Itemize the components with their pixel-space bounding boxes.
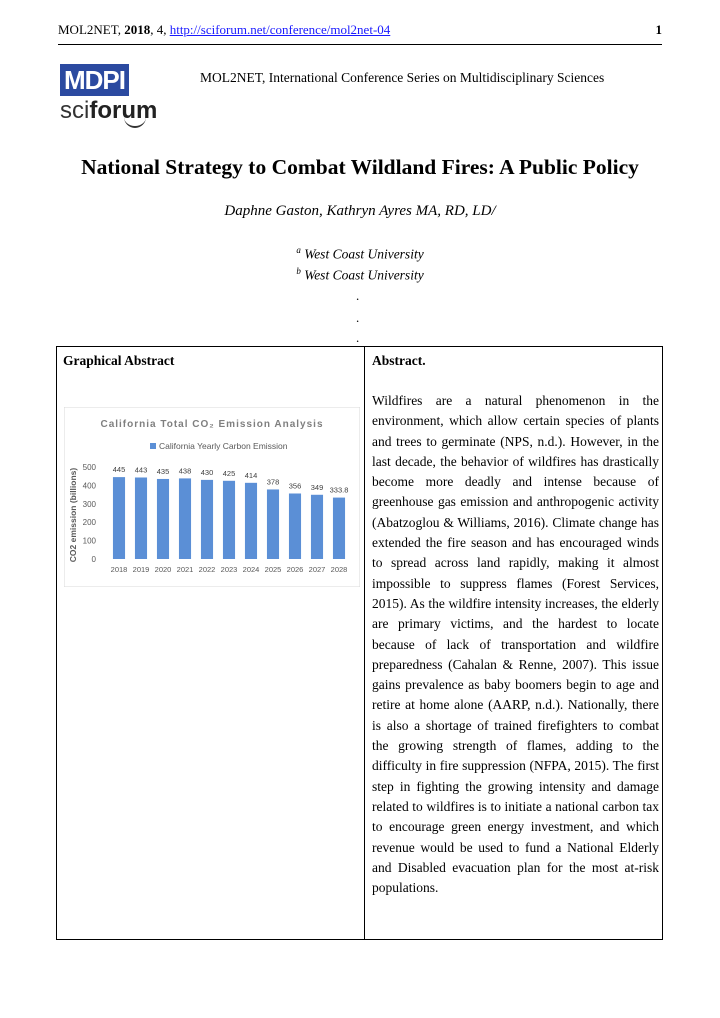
page-number: 1 (655, 22, 662, 37)
conference-series: MOL2NET, International Conference Series on Multidisciplinary Sciences (200, 70, 605, 85)
bar (113, 477, 125, 559)
graphical-abstract-heading: Graphical Abstract (63, 353, 175, 368)
x-tick-label: 2027 (308, 565, 326, 574)
data-label: 435 (156, 466, 170, 476)
data-label: 443 (134, 465, 148, 475)
y-tick-label: 0 (91, 555, 96, 564)
bar (289, 493, 301, 559)
y-tick-label: 100 (82, 536, 96, 546)
bar (135, 477, 147, 559)
bar (311, 495, 323, 559)
legend-label: California Yearly Carbon Emission (159, 441, 288, 451)
data-label: 333.8 (329, 485, 349, 495)
bar (157, 479, 169, 559)
affiliation-b-sup: b (296, 266, 301, 276)
x-tick-label: 2023 (220, 565, 238, 574)
x-tick-label: 2024 (242, 565, 260, 574)
affiliation-b-text: West Coast University (304, 267, 424, 283)
bar (333, 498, 345, 559)
x-tick-label: 2019 (132, 565, 150, 574)
column-divider (364, 347, 365, 939)
y-tick-label: 300 (82, 499, 96, 509)
journal-name: MOL2NET, (58, 22, 125, 37)
journal-volume: , 4, (150, 22, 170, 37)
abstract-table (56, 346, 663, 940)
header-citation (58, 22, 390, 38)
mdpi-sciforum-logo (60, 64, 158, 130)
y-tick-label: 400 (82, 481, 96, 491)
logo-swoosh-icon (124, 116, 146, 128)
separator-dot: . (356, 330, 360, 345)
sciforum-logo (60, 97, 158, 124)
x-tick-label: 2018 (110, 565, 128, 574)
x-tick-label: 2021 (176, 565, 194, 574)
data-label: 438 (178, 466, 192, 476)
data-label: 356 (288, 481, 302, 491)
data-label: 349 (310, 482, 324, 492)
data-label: 378 (266, 477, 280, 487)
x-tick-label: 2028 (330, 565, 348, 574)
sciforum-logo-sci: sci (60, 97, 90, 124)
y-tick-label: 200 (82, 518, 96, 528)
y-tick-label: 500 (82, 463, 96, 472)
data-label: 430 (200, 467, 214, 477)
legend-swatch (150, 443, 156, 449)
chart-title: California Total CO₂ Emission Analysis (100, 419, 324, 430)
author-list: Daphne Gaston, Kathryn Ayres MA, RD, LD/ (224, 203, 496, 219)
bar (245, 483, 257, 559)
co2-emission-chart (64, 407, 360, 587)
bar (179, 478, 191, 559)
data-label: 414 (244, 470, 258, 480)
data-label: 425 (222, 468, 236, 478)
x-tick-label: 2020 (154, 565, 172, 574)
x-tick-label: 2026 (286, 565, 304, 574)
separator-dot: . (356, 310, 360, 325)
abstract-text: Wildfires are a natural phenomenon in the environment, which allow certain species of plants and trees to germinate (NPS, n.d.). However, in the last decade, the behavior of wildfires has drastically become more deadly and intense because of greenhouse gas emission and anthropogenic activity (Abatzoglou & Williams, 2016). Climate change has extended the fire season and has encouraged winds to spread across land rapidly, making it almost impossible to suppress flames (Forest Services, 2015). As the wildfire intensity increases, the elderly are primary victims, and the hardest to locate because of lack of transportation and wildfire preparedness (Cahalan & Renne, 2007). This issue gains prevalence as baby boomers begin to age and retire at home alone (AARP, n.d.). Nationally, there is also a shortage of trained firefighters to combat the growing strength of flames, adding to the difficulty in fire suppression (NFPA, 2015). The first step in fighting the growing intensity and damage related to wildfires is to initiate a national carbon tax to encourage green energy investment, and which revenue would be used to fund a National Elderly and Disabled evacuation plan for the most at-risk populations. (372, 393, 659, 896)
running-header (58, 22, 662, 45)
bar (223, 481, 235, 559)
abstract-heading: Abstract. (372, 353, 426, 368)
y-axis-label: CO2 emission (billions) (68, 467, 78, 563)
affiliation-a (0, 245, 720, 263)
mdpi-logo: MDPI (60, 64, 129, 96)
sciforum-logo-forum: forum (89, 97, 158, 124)
paper-title: National Strategy to Combat Wildland Fires: A Public Policy (81, 155, 639, 179)
x-axis (111, 565, 348, 574)
x-tick-label: 2022 (198, 565, 216, 574)
bar (201, 480, 213, 559)
affiliation-b (0, 266, 720, 284)
journal-year: 2018 (124, 22, 151, 37)
affiliation-a-sup: a (296, 245, 301, 255)
affiliation-a-text: West Coast University (304, 246, 424, 262)
conference-link[interactable]: http://sciforum.net/conference/mol2net-04 (169, 22, 391, 37)
data-label: 445 (112, 465, 126, 475)
x-tick-label: 2025 (264, 565, 282, 574)
separator-dot: . (356, 288, 360, 303)
bar (267, 489, 279, 559)
